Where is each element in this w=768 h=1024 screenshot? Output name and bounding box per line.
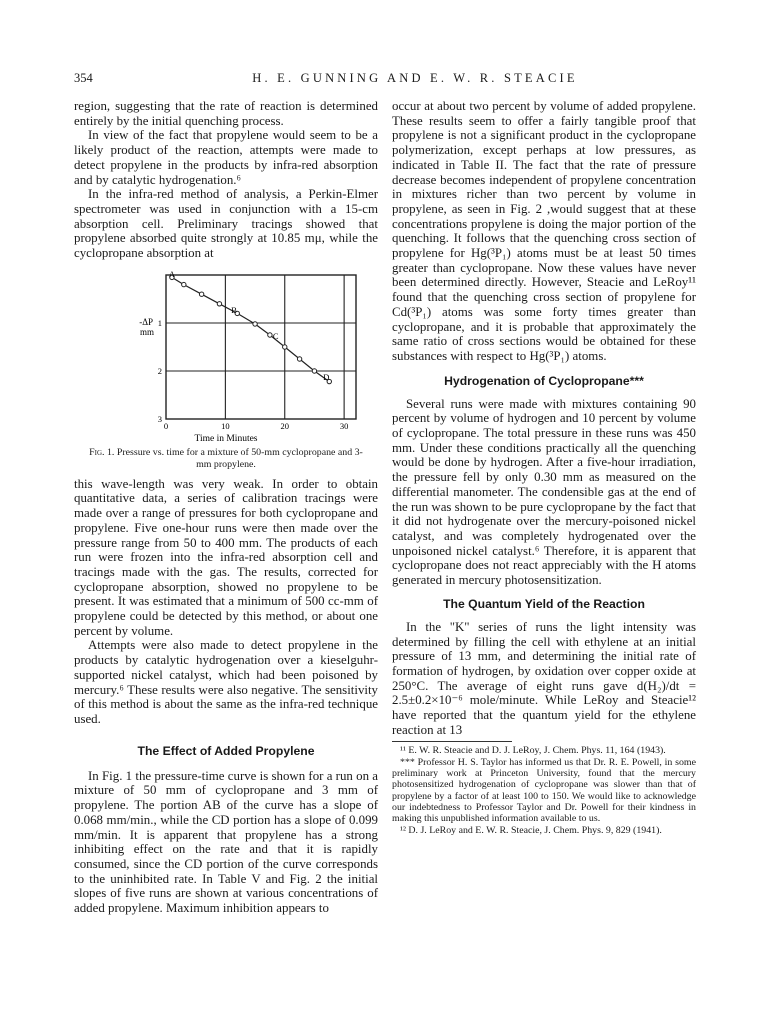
figure-caption bbox=[88, 447, 364, 471]
figure-1 bbox=[74, 267, 378, 471]
y-axis-label-bottom: mm bbox=[139, 326, 154, 337]
page-header bbox=[74, 71, 696, 89]
paragraph: Several runs were made with mixtures containing 90 percent by volume of hydrogen and 10 percent by volume of cyclopropane. The total pressure in these runs was 450 mm. Under these conditions practically all the quenching would be done by hydrogen. After a five-hour irradiation, the pressure fell by only 0.30 mm as measured on the differential manometer. The condensible gas at the end of the run was shown to be pure cyclopropane by the fact that it did not hydrogenate over the mercury-poisoned nickel catalyst, and was completely hydrogenated over the unpoisoned nickel catalyst.⁶ Therefore, it is apparent that cyclopropane does not react appreciably with the H atoms generated in mercury photosensitization. bbox=[392, 396, 696, 588]
figure-caption-text: Pressure vs. time for a mixture of 50-mm cyclopropane and 3-mm propylene. bbox=[116, 446, 363, 470]
pressure-time-chart bbox=[74, 267, 378, 445]
chart-ticks bbox=[158, 269, 349, 431]
paragraph: In view of the fact that propylene would seem to be a likely product of the reaction, attempts were made to detect propylene in the products by infra-red absorption and by catalytic hydrogenation.⁶ bbox=[74, 128, 378, 187]
data-point bbox=[268, 333, 272, 337]
footnote: *** Professor H. S. Taylor has informed us that Dr. R. E. Powell, in some preliminary work at Princeton University, found that the mercury photosensitized hydrogenation of cyclopropane was slower than that of propylene by a factor of at least 100 to 150. We would like to acknowledge our indebtedness to Professor Taylor and Dr. Powell for their kindness in making this unpublished information available to us. bbox=[392, 756, 696, 825]
paragraph: Attempts were also made to detect propylene in the products by catalytic hydrogenation over a kieselguhr-supported nickel catalyst, which had been poisoned by mercury.⁶ These results were also negative. The sensitivity of this method is about the same as the infra-red technique used. bbox=[74, 638, 378, 726]
point-label: A bbox=[168, 268, 176, 279]
paragraph: region, suggesting that the rate of reaction is determined entirely by the initial quenching process. bbox=[74, 99, 378, 128]
data-point bbox=[297, 357, 301, 361]
chart-marks bbox=[170, 275, 332, 384]
left-column bbox=[74, 99, 378, 916]
data-point bbox=[312, 369, 316, 373]
right-column bbox=[392, 99, 696, 836]
x-tick-label: 20 bbox=[280, 420, 289, 431]
section-heading: The Effect of Added Propylene bbox=[137, 743, 315, 758]
paragraph: In Fig. 1 the pressure-time curve is shown for a run on a mixture of 50 mm of cyclopropane and 3 mm of propylene. The portion AB of the curve has a slope of 0.068 mm/min., while the CD portion has a slope of 0.099 mm/min. It is apparent that propylene has a strong inhibiting effect on the rate and that it is rapidly consumed, since the CD portion of the curve corresponds to the uninhibited rate. In Table V and Fig. 2 the initial slopes of five runs are shown at various concentrations of added propylene. Maximum inhibition appears to bbox=[74, 768, 378, 916]
paragraph: In the "K" series of runs the light intensity was determined by filling the cell with ethylene at an initial pressure of 13 mm, and determining the initial rate of formation of hydrogen, by oxidation over copper oxide at 250°C. The average of eight runs gave d(H₂)/dt = 2.5±0.2×10⁻⁶ mole/minute. While LeRoy and Steacie¹² have reported that the quantum yield for the ethylene reaction at 13 bbox=[392, 619, 696, 737]
data-line bbox=[172, 277, 329, 381]
data-point bbox=[217, 301, 221, 305]
y-axis-label-top: -ΔP bbox=[139, 316, 153, 327]
data-point bbox=[199, 292, 203, 296]
section-heading: Hydrogenation of Cyclopropane*** bbox=[444, 373, 644, 388]
paragraph: occur at about two percent by volume of added propylene. These results seem to offer a fairly tangible proof that propylene is not a significant product in the cyclopropane polymerization, except perhaps at low pressures, as indicated in Table II. The fact that the rate of pressure decrease becomes independent of propylene concentration in mixtures richer than two percent by volume in propylene, as seen in Fig. 2 ,would suggest that at these concentrations propylene is doing the major portion of the quenching. It follows that the quenching cross section of propylene for Hg(³P₁) atoms must be at least 50 times greater than cyclopropane. Now these values have never been determined directly. However, Steacie and LeRoy¹¹ found that the quenching cross section of propylene for Cd(³P₁) atoms was some forty times greater than cyclopropane, and it is probable that approximately the same ratio of cross sections would be obtained for these substances with respect to Hg(³P₁) atoms. bbox=[392, 99, 696, 363]
y-tick-label: 3 bbox=[157, 413, 162, 424]
chart-grid bbox=[166, 275, 356, 419]
point-label: D bbox=[323, 371, 330, 382]
point-label: B bbox=[231, 304, 237, 315]
running-head: H. E. GUNNING AND E. W. R. STEACIE bbox=[252, 71, 578, 85]
data-point bbox=[253, 321, 257, 325]
x-tick-label: 30 bbox=[339, 420, 349, 431]
footnote: ¹² D. J. LeRoy and E. W. R. Steacie, J. Chem. Phys. 9, 829 (1941). bbox=[400, 824, 662, 836]
figure-label: Fig. 1. bbox=[89, 446, 115, 458]
point-label: C bbox=[272, 330, 279, 341]
chart-frame bbox=[166, 275, 356, 419]
data-point bbox=[283, 345, 287, 349]
x-tick-label: 10 bbox=[221, 420, 230, 431]
y-tick-label: 1 bbox=[157, 317, 162, 328]
x-tick-label: 0 bbox=[163, 420, 169, 431]
section-heading: The Quantum Yield of the Reaction bbox=[443, 596, 645, 611]
footnote: ¹¹ E. W. R. Steacie and D. J. LeRoy, J. Chem. Phys. 11, 164 (1943). bbox=[400, 745, 666, 757]
data-point bbox=[182, 282, 186, 286]
footnote-rule bbox=[392, 741, 512, 742]
y-tick-label: 2 bbox=[157, 365, 162, 376]
paragraph: this wave-length was very weak. In order to obtain quantitative data, a series of calibration tracings were made over a range of pressures for both cyclopropane and propylene. Five one-hour runs were then made over the pressure range from 50 to 400 mm. The products of each run were frozen into the infra-red absorption cell and tracings made with the gas. The results, corrected for cyclopropane absorption, showed no propylene to be present. It was estimated that a minimum of 500 cc-mm of propylene could be detected by this method, or about one percent by volume. bbox=[74, 476, 378, 638]
paragraph: In the infra-red method of analysis, a Perkin-Elmer spectrometer was used in conjunction with a 15-cm absorption cell. Preliminary tracings showed that propylene absorbed quite strongly at 10.85 mμ, while the cyclopropane absorption at bbox=[74, 187, 378, 261]
x-axis-label: Time in Minutes bbox=[194, 433, 258, 444]
chart-axes bbox=[166, 275, 356, 419]
page-number: 354 bbox=[74, 71, 93, 85]
